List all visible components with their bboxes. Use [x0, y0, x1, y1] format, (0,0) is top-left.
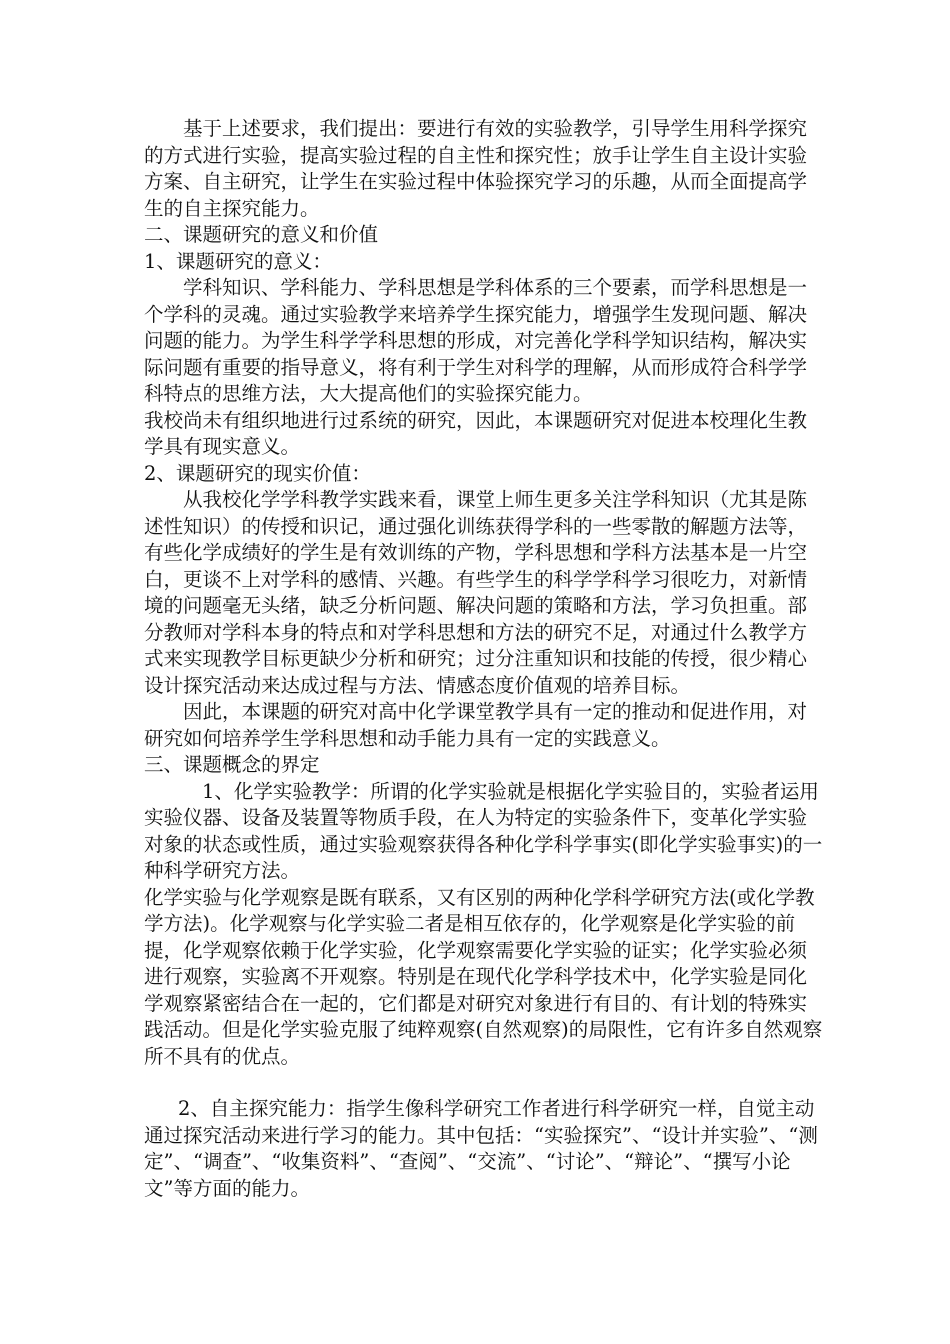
section-heading-significance: 二、课题研究的意义和价值	[144, 223, 379, 246]
document-body	[144, 116, 824, 1202]
subheading-meaning: 1、课题研究的意义：	[144, 249, 332, 273]
paragraph-intro: 基于上述要求，我们提出：要进行有效的实验教学，引导学生用科学探究的方式进行实验，提高实验过程的自主性和探究性；放手让学生自主设计实验方案、自主研究，让学生在实验过程中体验探究学习的乐趣，从而全面提高学生的自主探究能力。	[144, 117, 808, 220]
paragraph-concept-1: 1、化学实验教学：所谓的化学实验就是根据化学实验目的，实验者运用实验仪器、设备及装置等物质手段，在人为特定的实验条件下，变革化学实验对象的状态或性质，通过实验观察获得各种化学科学事实(即化学实验事实)的一种科学研究方法。	[144, 779, 823, 882]
paragraph-value-2: 因此，本课题的研究对高中化学课堂教学具有一定的推动和促进作用，对研究如何培养学生学科思想和动手能力具有一定的实践意义。	[144, 700, 808, 750]
section-heading-concepts: 三、课题概念的界定	[144, 753, 320, 776]
paragraph-spacer	[144, 1070, 824, 1096]
paragraph-concept-3: 2、自主探究能力：指学生像科学研究工作者进行科学研究一样，自觉主动通过探究活动来进行学习的能力。其中包括：“实验探究”、“设计并实验”、“测定”、“调查”、“收集资料”、“查阅”、“交流”、“讨论”、“辩论”、“撰写小论文”等方面的能力。	[144, 1097, 818, 1200]
paragraph-meaning-2: 我校尚未有组织地进行过系统的研究，因此，本课题研究对促进本校理化生教学具有现实意义。	[144, 408, 808, 458]
paragraph-meaning-1: 学科知识、学科能力、学科思想是学科体系的三个要素，而学科思想是一个学科的灵魂。通过实验教学来培养学生探究能力，增强学生发现问题、解决问题的能力。为学生科学学科思想的形成，对完善化学科学知识结构，解决实际问题有重要的指导意义，将有利于学生对科学的理解，从而形成符合科学学科特点的思维方法，大大提高他们的实验探究能力。	[144, 276, 808, 405]
paragraph-value-1: 从我校化学学科教学实践来看，课堂上师生更多关注学科知识（尤其是陈述性知识）的传授和识记，通过强化训练获得学科的一些零散的解题方法等，有些化学成绩好的学生是有效训练的产物，学科思想和学科方法基本是一片空白，更谈不上对学科的感情、兴趣。有些学生的科学学科学习很吃力，对新情境的问题毫无头绪，缺乏分析问题、解决问题的策略和方法，学习负担重。部分教师对学科本身的特点和对学科思想和方法的研究不足，对通过什么教学方式来实现教学目标更缺少分析和研究；过分注重知识和技能的传授，很少精心设计探究活动来达成过程与方法、情感态度价值观的培养目标。	[144, 488, 808, 697]
subheading-value: 2、课题研究的现实价值：	[144, 461, 371, 485]
paragraph-concept-2: 化学实验与化学观察是既有联系，又有区别的两种化学科学研究方法(或化学教学方法)。化学观察与化学实验二者是相互依存的，化学观察是化学实验的前提，化学观察依赖于化学实验，化学观察需要化学实验的证实；化学实验必须进行观察，实验离不开观察。特别是在现代化学科学技术中，化学实验是同化学观察紧密结合在一起的，它们都是对研究对象进行有目的、有计划的特殊实践活动。但是化学实验克服了纯粹观察(自然观察)的局限性，它有许多自然观察所不具有的优点。	[144, 885, 823, 1068]
